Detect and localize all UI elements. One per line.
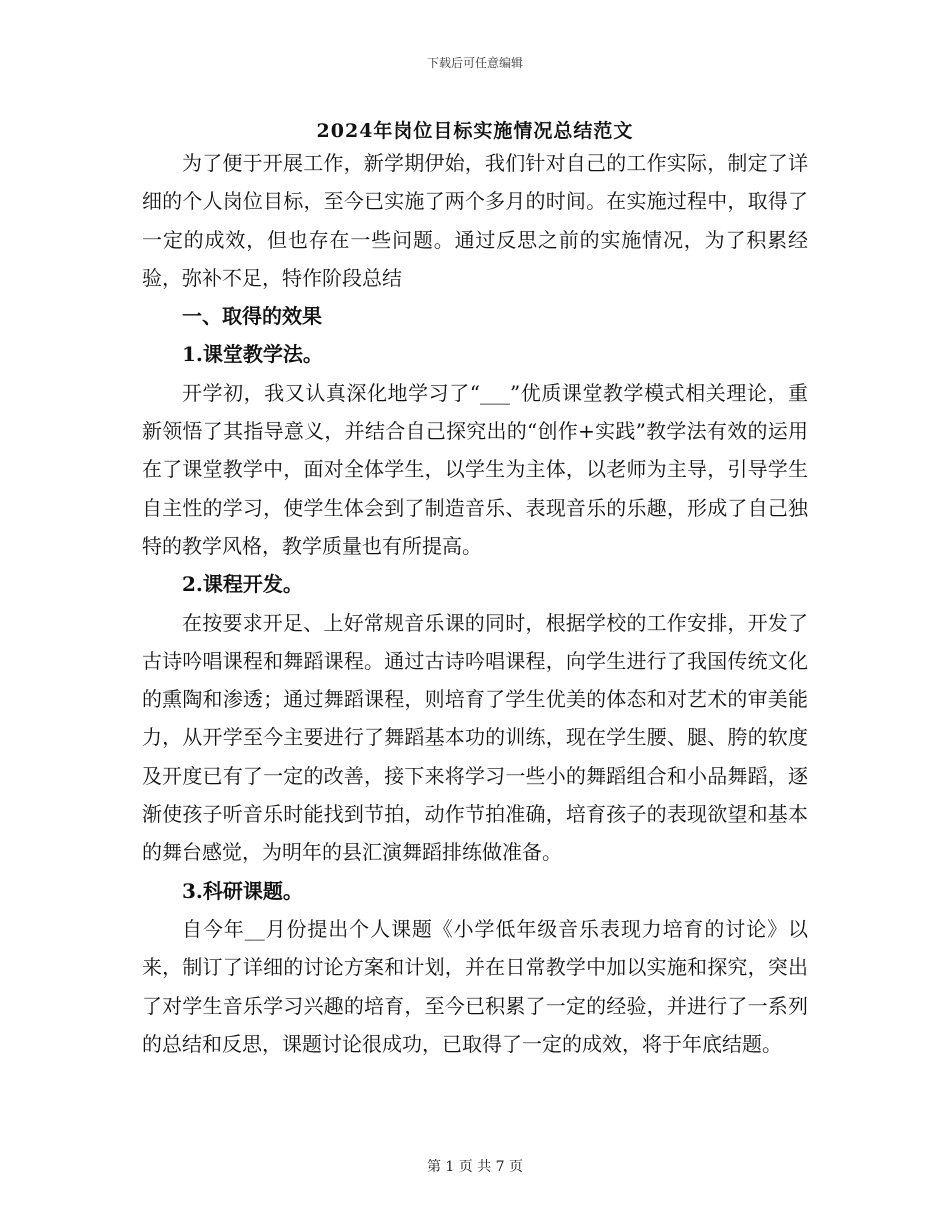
paragraph-research-topic: 自今年__月份提出个人课题《小学低年级音乐表现力培育的讨论》以来，制订了详细的讨论方案和计划，并在日常教学中加以实施和探究，突出了对学生音乐学习兴趣的培育，至今已积累了一定的经验，并进行了一系列的总结和反思，课题讨论很成功，已取得了一定的成效，将于年底结题。 bbox=[142, 916, 808, 1056]
document-body bbox=[142, 144, 808, 1063]
subheading-teaching-method: 1.课堂教学法。 bbox=[182, 342, 323, 367]
paragraph-course-development: 在按要求开足、上好常规音乐课的同时，根据学校的工作安排，开发了古诗吟唱课程和舞蹈课程。通过古诗吟唱课程，向学生进行了我国传统文化的熏陶和渗透；通过舞蹈课程，则培育了学生优美的体态和对艺术的审美能力，从开学至今主要进行了舞蹈基本功的训练，现在学生腰、腿、胯的软度及开度已有了一定的改善，接下来将学习一些小的舞蹈组合和小品舞蹈，逐渐使孩子听音乐时能找到节拍，动作节拍准确，培育孩子的表现欲望和基本的舞台感觉，为明年的县汇演舞蹈排练做准备。 bbox=[142, 610, 808, 865]
intro-paragraph: 为了便于开展工作，新学期伊始，我们针对自己的工作实际，制定了详细的个人岗位目标，至今已实施了两个多月的时间。在实施过程中，取得了一定的成效，但也存在一些问题。通过反思之前的实施情况，为了积累经验，弥补不足，特作阶段总结 bbox=[142, 151, 808, 290]
page-header-note: 下载后可任意编辑 bbox=[426, 56, 523, 70]
page-number-footer: 第 1 页 共 7 页 bbox=[426, 1159, 524, 1175]
document-title: 2024年岗位目标实施情况总结范文 bbox=[316, 120, 634, 142]
subheading-research-topic: 3.科研课题。 bbox=[182, 878, 303, 903]
paragraph-teaching-method: 开学初，我又认真深化地学习了“___”优质课堂教学模式相关理论，重新领悟了其指导意义，并结合自己探究出的“创作+实践”教学法有效的运用在了课堂教学中，面对全体学生，以学生为主体，以老师为主导，引导学生自主性的学习，使学生体会到了制造音乐、表现音乐的乐趣，形成了自己独特的教学风格，教学质量也有所提高。 bbox=[142, 380, 808, 558]
subheading-course-development: 2.课程开发。 bbox=[182, 572, 303, 597]
section-heading-achievements: 一、取得的效果 bbox=[182, 304, 322, 329]
